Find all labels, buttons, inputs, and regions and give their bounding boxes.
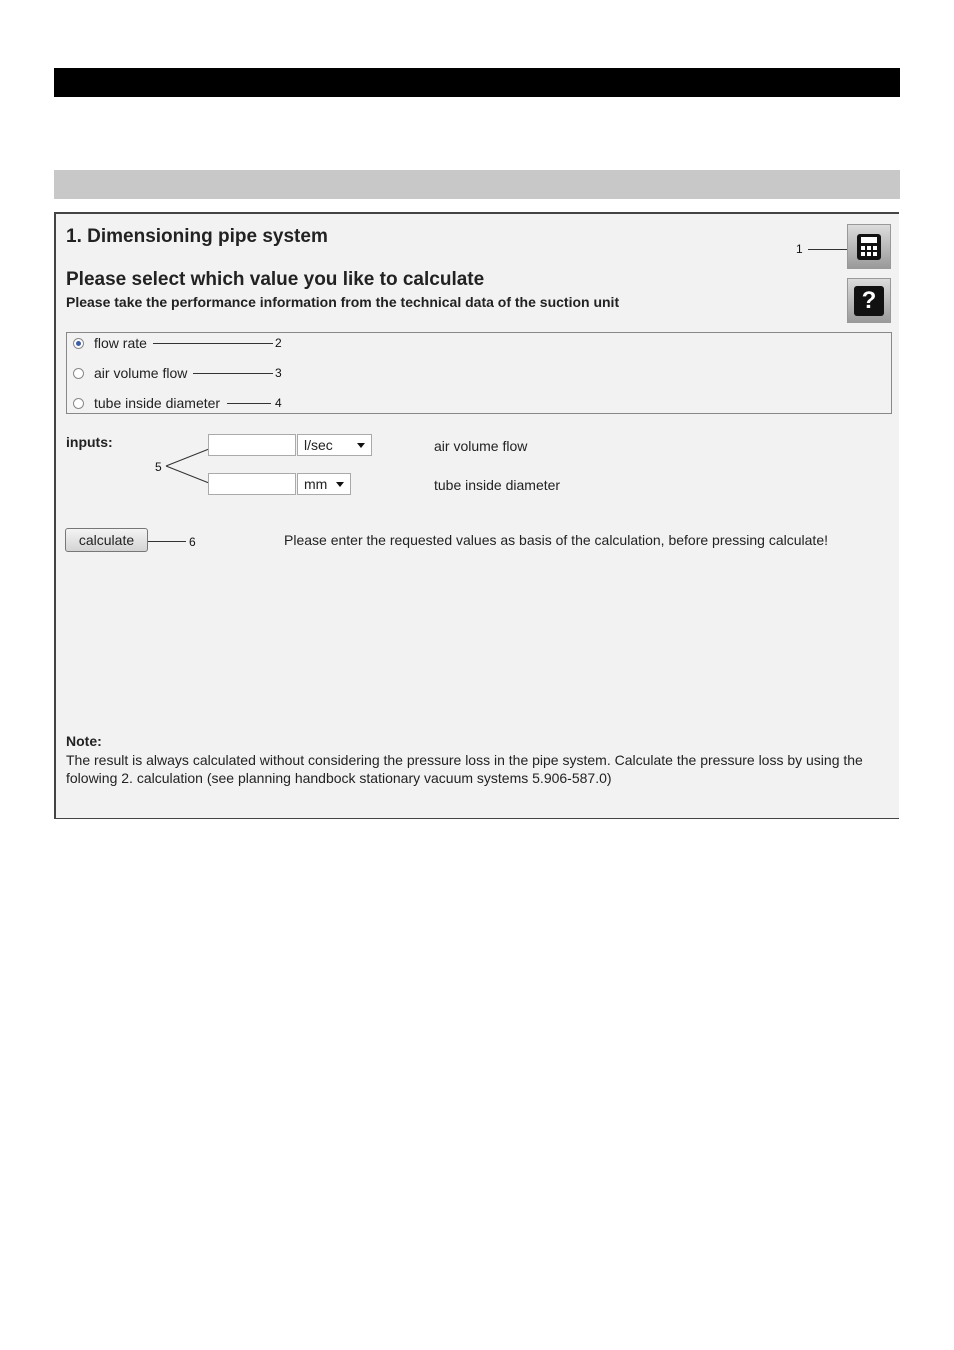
callout-2-line — [153, 343, 273, 344]
air-volume-flow-label: air volume flow — [434, 438, 528, 454]
selection-hint: Please take the performance information from the technical data of the suction unit — [66, 294, 620, 310]
note-text: The result is always calculated without considering the pressure loss in the pipe system. Calculate the pressure loss by using the folowing 2. calculation (see planning handbock stationary vacuum systems 5.906-587.0) — [66, 752, 863, 786]
radio-flow-rate[interactable] — [73, 338, 84, 349]
calculator-button[interactable] — [847, 224, 891, 269]
tube-inside-diameter-input[interactable] — [208, 473, 296, 495]
tube-inside-diameter-unit-select[interactable] — [297, 473, 351, 495]
chevron-down-icon — [357, 443, 365, 448]
option-flow-rate-label: flow rate — [94, 335, 147, 351]
option-flow-rate[interactable] — [73, 335, 147, 351]
callout-6-line — [148, 541, 186, 542]
tube-inside-diameter-unit-value: mm — [304, 476, 328, 492]
calculate-instruction: Please enter the requested values as basis of the calculation, before pressing calculate! — [284, 532, 828, 548]
callout-3-line — [193, 373, 273, 374]
callout-2: 2 — [275, 336, 282, 350]
callout-6: 6 — [189, 535, 196, 549]
callout-1: 1 — [796, 242, 803, 256]
radio-tube-inside-diameter[interactable] — [73, 398, 84, 409]
section-bar — [54, 170, 900, 199]
callout-1-line — [808, 249, 850, 250]
option-air-volume-flow[interactable] — [73, 365, 187, 381]
callout-3: 3 — [275, 366, 282, 380]
air-volume-flow-unit-value: l/sec — [304, 437, 333, 453]
option-air-volume-flow-label: air volume flow — [94, 365, 188, 381]
inputs-label: inputs: — [66, 434, 113, 450]
option-tube-inside-diameter[interactable] — [73, 395, 220, 411]
header-bar — [54, 68, 900, 97]
radio-air-volume-flow[interactable] — [73, 368, 84, 379]
selection-heading: Please select which value you like to calculate — [66, 269, 485, 290]
panel-title: 1. Dimensioning pipe system — [66, 226, 328, 247]
callout-4-line — [227, 403, 271, 404]
calculation-options — [66, 332, 892, 414]
chevron-down-icon — [336, 482, 344, 487]
help-icon: ? — [854, 286, 884, 316]
air-volume-flow-input[interactable] — [208, 434, 296, 456]
air-volume-flow-unit-select[interactable] — [297, 434, 372, 456]
callout-5: 5 — [155, 460, 162, 474]
tube-inside-diameter-label: tube inside diameter — [434, 477, 561, 493]
note-title: Note: — [66, 733, 102, 749]
option-tube-inside-diameter-label: tube inside diameter — [94, 395, 221, 411]
callout-4: 4 — [275, 396, 282, 410]
calculator-icon — [856, 233, 882, 261]
help-button[interactable] — [847, 278, 891, 323]
calculate-button[interactable]: calculate — [65, 528, 148, 552]
calculator-panel — [54, 212, 899, 819]
